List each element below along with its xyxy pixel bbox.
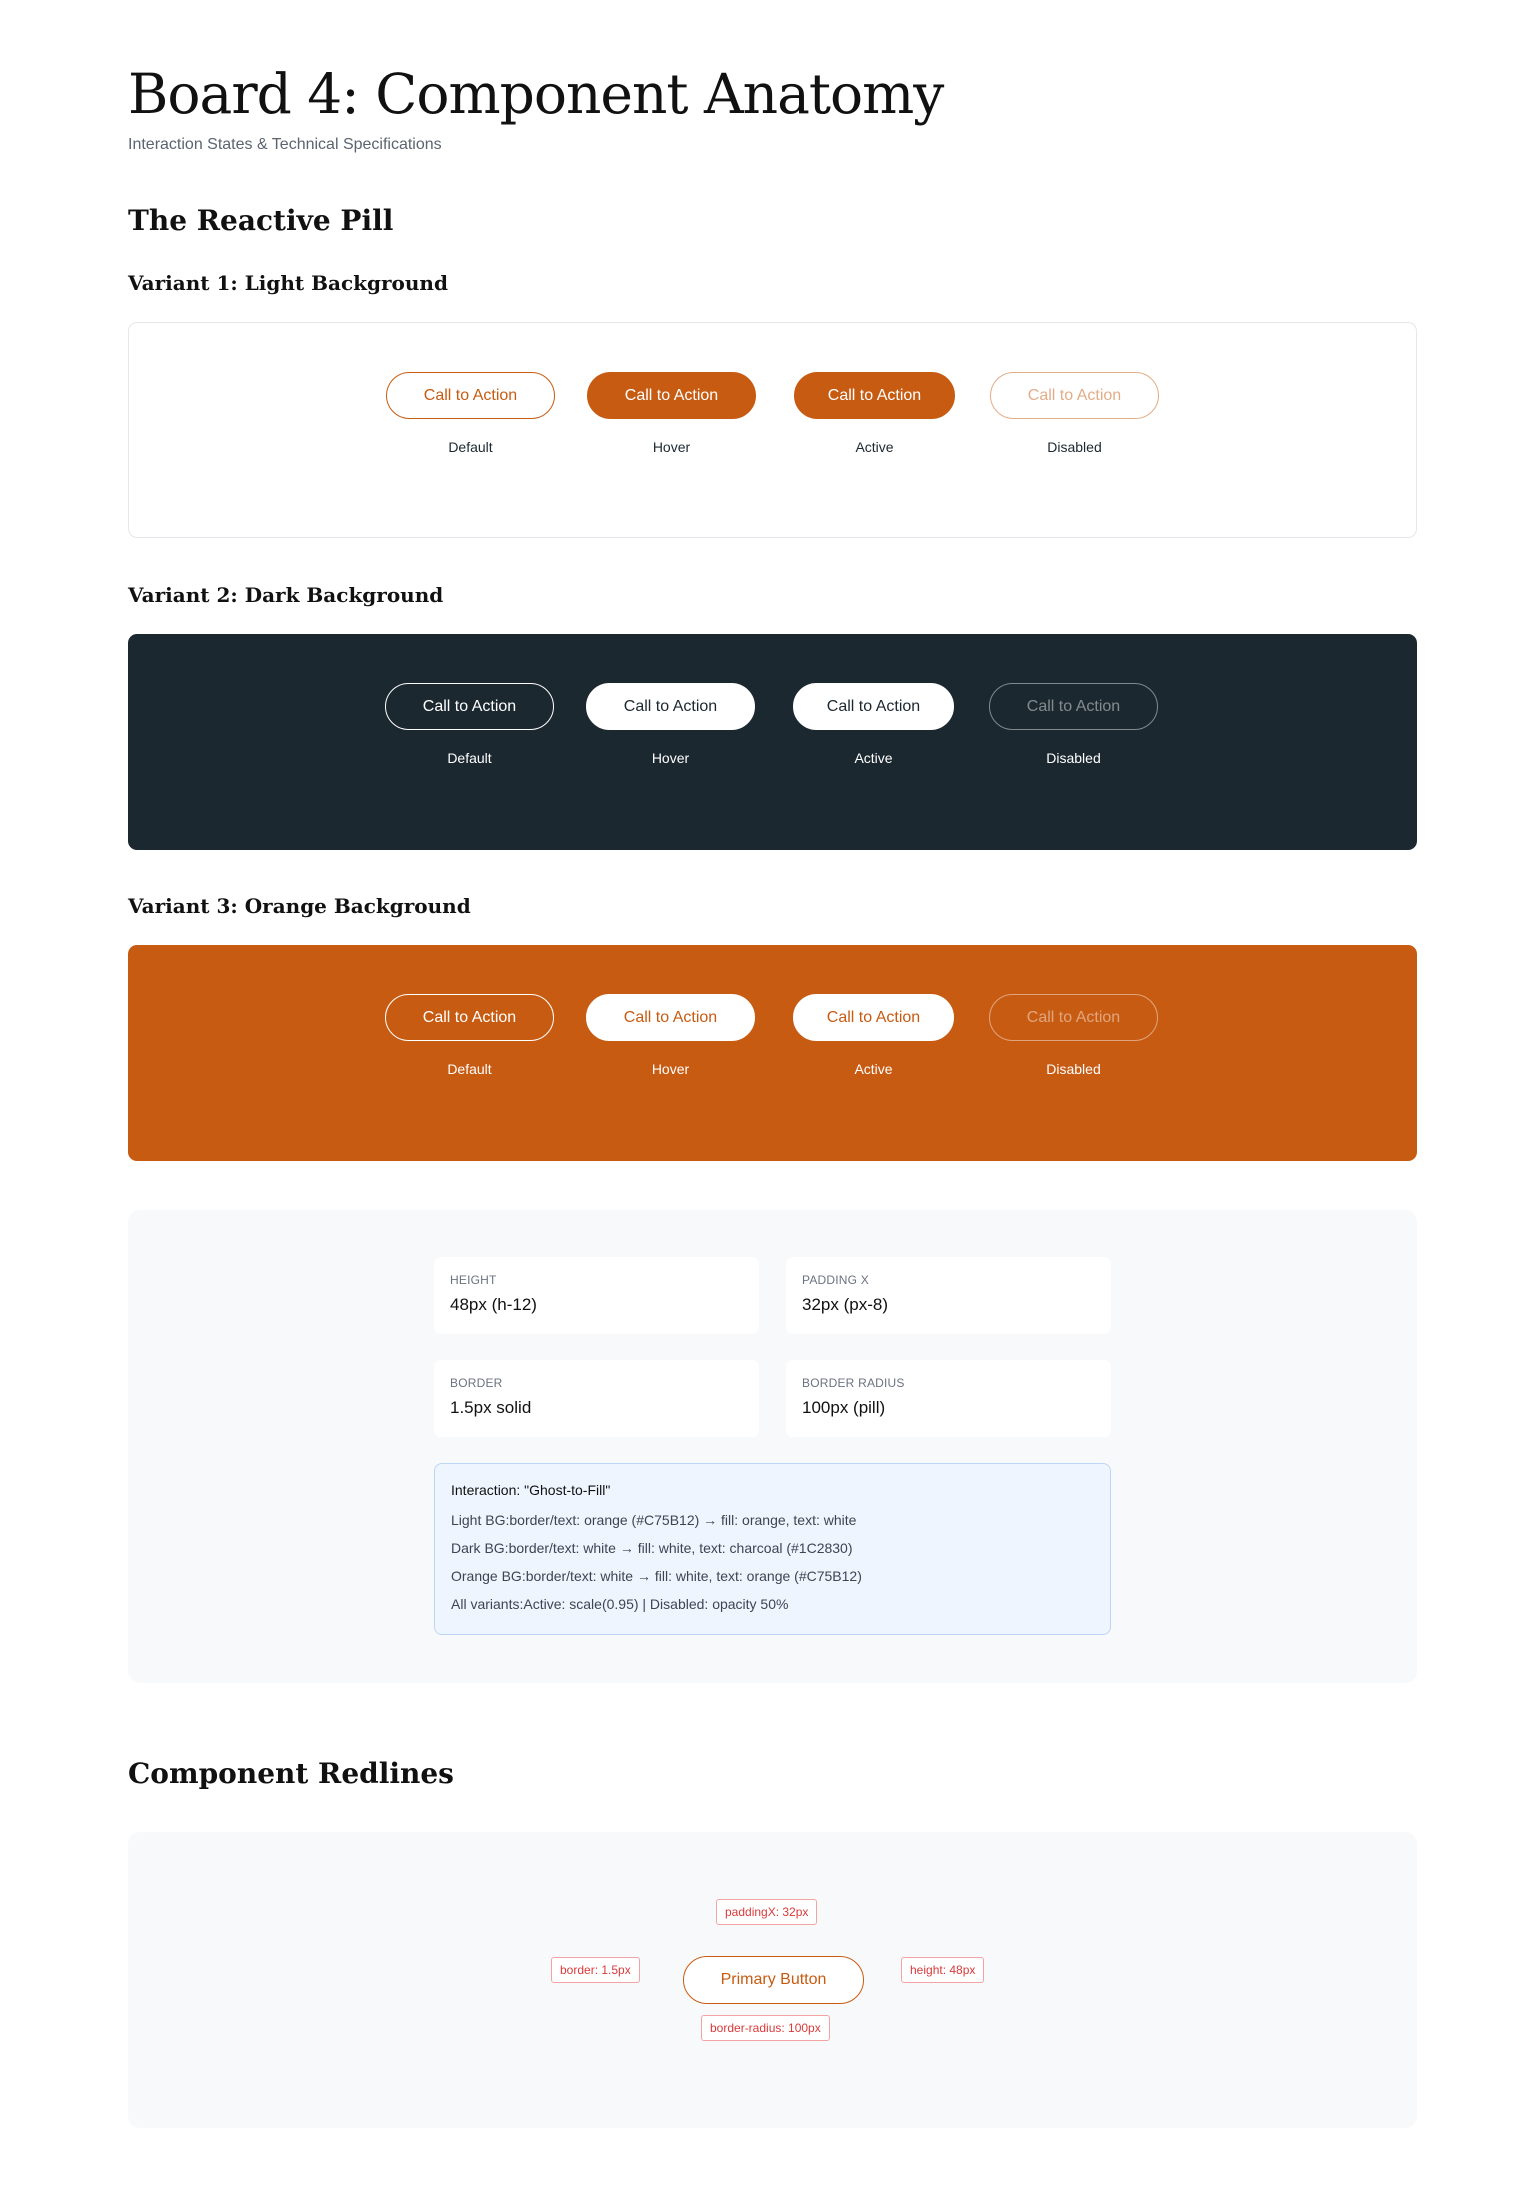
page-title: Board 4: Component Anatomy (128, 62, 944, 126)
interaction-value: border/text: white → fill: white, text: charcoal (#1C2830) (508, 1540, 853, 1556)
spec-card-height (434, 1257, 759, 1334)
page-subtitle: Interaction States & Technical Specifications (128, 136, 442, 153)
section-title-reactive-pill: The Reactive Pill (128, 204, 394, 237)
state-label: Default (447, 750, 492, 766)
state-hover (586, 994, 755, 1077)
cta-button-default[interactable]: Call to Action (385, 994, 554, 1041)
state-label: Disabled (1046, 750, 1101, 766)
cta-button-active[interactable]: Call to Action (793, 994, 954, 1041)
interaction-key: Light BG: (451, 1512, 510, 1528)
cta-button-active[interactable]: Call to Action (793, 683, 954, 730)
state-hover (587, 372, 756, 455)
spec-panel (128, 1210, 1417, 1683)
cta-button-default[interactable]: Call to Action (386, 372, 555, 419)
state-label: Hover (651, 1061, 690, 1077)
state-label: Active (854, 750, 893, 766)
state-disabled (989, 994, 1158, 1077)
interaction-note (434, 1463, 1111, 1635)
spec-label: BORDER RADIUS (802, 1376, 905, 1390)
interaction-row-orange (451, 1568, 1094, 1584)
state-label: Active (854, 1061, 893, 1077)
variant-card-orange (128, 945, 1417, 1161)
spec-value: 100px (pill) (802, 1398, 886, 1417)
spec-value: 32px (px-8) (802, 1295, 888, 1314)
state-label: Default (447, 1061, 492, 1077)
cta-button-default[interactable]: Call to Action (385, 683, 554, 730)
variant-title-light: Variant 1: Light Background (128, 271, 448, 295)
redline-tag-border: border: 1.5px (551, 1957, 640, 1983)
redline-tag-height: height: 48px (901, 1957, 984, 1983)
section-title-redlines: Component Redlines (128, 1757, 454, 1790)
interaction-title: Interaction: "Ghost-to-Fill" (451, 1482, 611, 1498)
state-active (793, 994, 954, 1077)
state-label: Active (855, 439, 894, 455)
state-active (793, 683, 954, 766)
primary-button[interactable]: Primary Button (683, 1956, 864, 2004)
state-active (794, 372, 955, 455)
interaction-row-all (451, 1596, 1094, 1612)
state-label: Hover (652, 439, 691, 455)
variant-title-orange: Variant 3: Orange Background (128, 894, 471, 918)
cta-button-disabled[interactable]: Call to Action (990, 372, 1159, 419)
variant-title-dark: Variant 2: Dark Background (128, 583, 444, 607)
interaction-row-dark (451, 1540, 1094, 1556)
spec-label: PADDING X (802, 1273, 869, 1287)
spec-card-border (434, 1360, 759, 1437)
cta-button-hover[interactable]: Call to Action (586, 683, 755, 730)
cta-button-disabled[interactable]: Call to Action (989, 994, 1158, 1041)
variant-card-light (128, 322, 1417, 538)
redline-panel (128, 1832, 1417, 2128)
state-label: Hover (651, 750, 690, 766)
spec-label: BORDER (450, 1376, 503, 1390)
interaction-row-light (451, 1512, 1094, 1528)
state-disabled (989, 683, 1158, 766)
state-default (385, 994, 554, 1077)
variant-card-dark (128, 634, 1417, 850)
cta-button-disabled[interactable]: Call to Action (989, 683, 1158, 730)
interaction-value: border/text: orange (#C75B12) → fill: orange, text: white (509, 1512, 857, 1528)
spec-value: 1.5px solid (450, 1398, 532, 1417)
state-label: Disabled (1046, 1061, 1101, 1077)
interaction-key: All variants: (451, 1596, 524, 1612)
spec-card-border-radius (786, 1360, 1111, 1437)
redline-tag-border-radius: border-radius: 100px (701, 2015, 830, 2041)
interaction-key: Orange BG: (451, 1568, 526, 1584)
spec-value: 48px (h-12) (450, 1295, 537, 1314)
cta-button-hover[interactable]: Call to Action (586, 994, 755, 1041)
interaction-key: Dark BG: (451, 1540, 509, 1556)
spec-card-padding-x (786, 1257, 1111, 1334)
state-default (386, 372, 555, 455)
interaction-value: border/text: white → fill: white, text: orange (#C75B12) (525, 1568, 862, 1584)
state-default (385, 683, 554, 766)
interaction-value: Active: scale(0.95) | Disabled: opacity 50% (523, 1596, 789, 1612)
state-disabled (990, 372, 1159, 455)
state-label: Default (448, 439, 493, 455)
redline-tag-padding-x: paddingX: 32px (716, 1899, 817, 1925)
state-label: Disabled (1047, 439, 1102, 455)
spec-label: HEIGHT (450, 1273, 497, 1287)
cta-button-hover[interactable]: Call to Action (587, 372, 756, 419)
state-hover (586, 683, 755, 766)
cta-button-active[interactable]: Call to Action (794, 372, 955, 419)
